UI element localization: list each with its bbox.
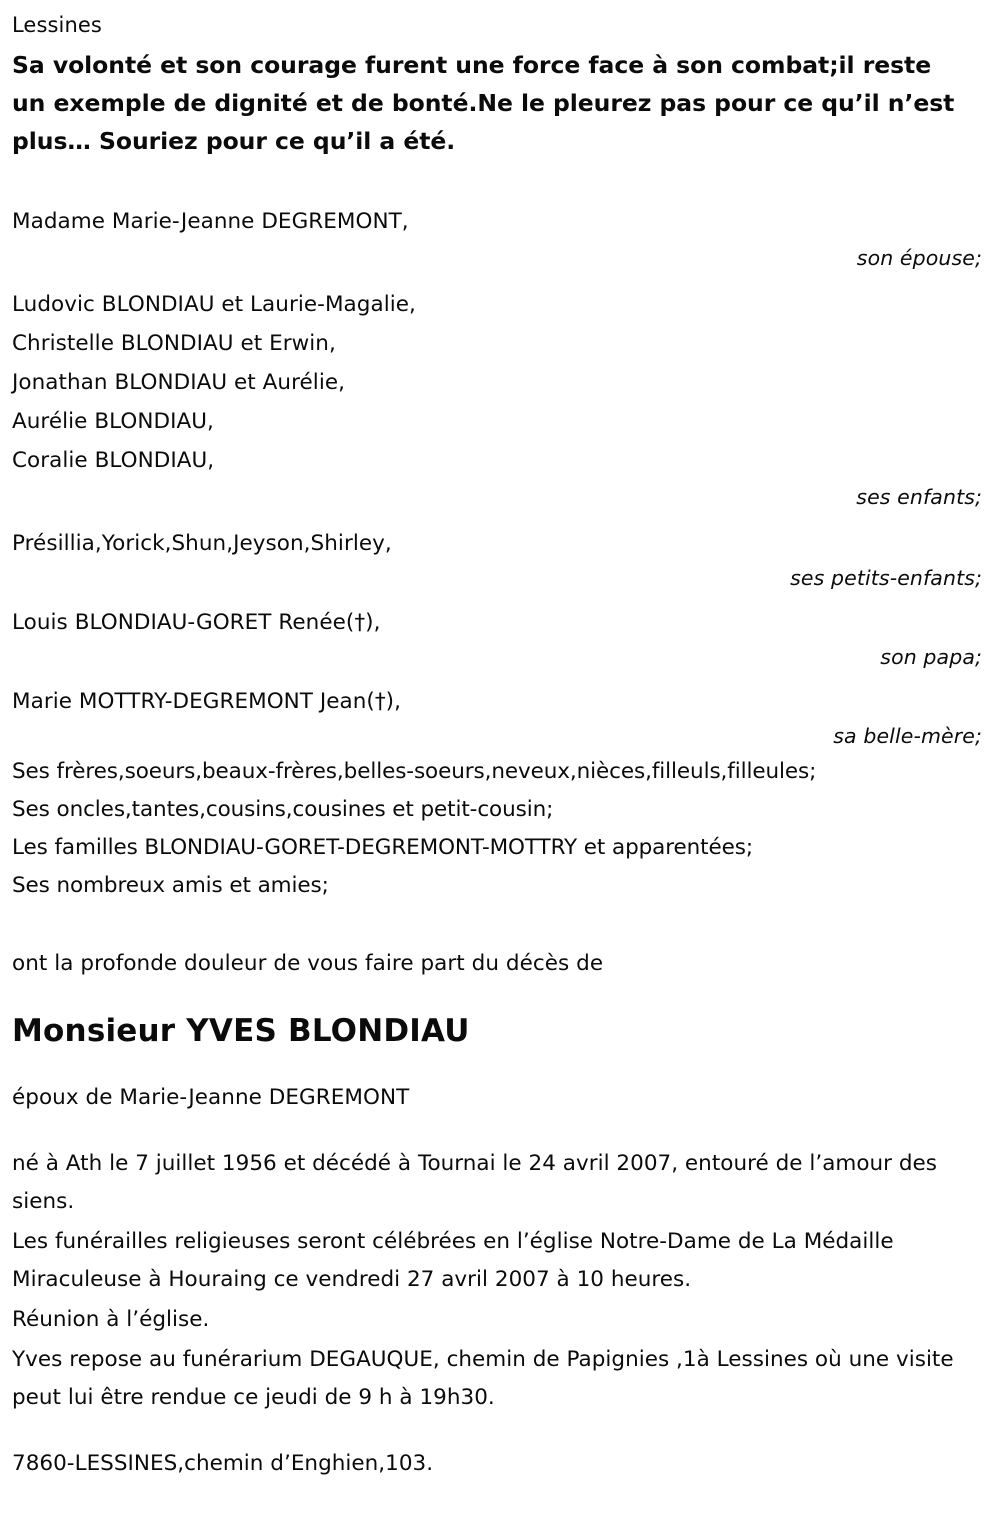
name-line: Christelle BLONDIAU et Erwin, bbox=[12, 331, 336, 356]
spacer bbox=[12, 905, 990, 947]
funeral-service-paragraph: Les funérailles religieuses seront célébrées en l’église Notre-Dame de La Médaille Miraculeuse à Houraing ce vendredi 27 avril 2007 à 10 heures. bbox=[12, 1229, 894, 1292]
spacer bbox=[12, 160, 990, 202]
spacer bbox=[12, 672, 990, 682]
birth-death-paragraph: né à Ath le 7 juillet 1956 et décédé à Tournai le 24 avril 2007, entouré de l’amour des siens. bbox=[12, 1151, 938, 1214]
relation-role-label: sa belle-mère; bbox=[833, 724, 982, 748]
spacer bbox=[12, 1051, 990, 1081]
relation-group-grandchildren bbox=[12, 524, 990, 593]
name-line: Aurélie BLONDIAU, bbox=[12, 409, 214, 434]
relation-group-mother-in-law bbox=[12, 682, 990, 751]
kin-line: Ses oncles,tantes,cousins,cousines et petit-cousin; bbox=[12, 797, 554, 822]
visitation-paragraph: Yves repose au funérarium DEGAUQUE, chemin de Papignies ,1à Lessines où une visite peut lui être rendue ce jeudi de 9 h à 19h30. bbox=[12, 1347, 954, 1410]
name-line: Présillia,Yorick,Shun,Jeyson,Shirley, bbox=[12, 531, 392, 556]
deceased-name: Monsieur YVES BLONDIAU bbox=[12, 1013, 470, 1049]
name-line: Ludovic BLONDIAU et Laurie-Magalie, bbox=[12, 292, 416, 317]
relation-group-children bbox=[12, 285, 990, 514]
spacer bbox=[12, 593, 990, 603]
name-line: Madame Marie-Jeanne DEGREMONT, bbox=[12, 209, 409, 234]
epitaph-text: Sa volonté et son courage furent une force face à son combat;il reste un exemple de dignité et de bonté.Ne le pleurez pas pour ce qu’il n’est plus… Souriez pour ce qu’il a été. bbox=[12, 51, 955, 155]
relation-group-father bbox=[12, 603, 990, 672]
name-line: Jonathan BLONDIAU et Aurélie, bbox=[12, 370, 346, 395]
relation-role-label: son papa; bbox=[880, 645, 982, 669]
name-line: Marie MOTTRY-DEGREMONT Jean(†), bbox=[12, 689, 401, 714]
spacer bbox=[12, 514, 990, 524]
gathering-paragraph: Réunion à l’église. bbox=[12, 1307, 210, 1332]
relation-role-label: ses enfants; bbox=[856, 485, 982, 509]
spacer bbox=[12, 981, 990, 1011]
relation-role-label: ses petits-enfants; bbox=[790, 566, 982, 590]
kin-line: Les familles BLONDIAU-GORET-DEGREMONT-MOTTRY et apparentées; bbox=[12, 835, 753, 860]
announcement-text: ont la profonde douleur de vous faire part du décès de bbox=[12, 951, 604, 976]
kin-line: Ses frères,soeurs,beaux-frères,belles-soeurs,neveux,nièces,filleuls,filleules; bbox=[12, 759, 817, 784]
spacer bbox=[12, 1417, 990, 1447]
extended-kin-list bbox=[12, 753, 990, 905]
spacer bbox=[12, 275, 990, 285]
contact-address: 7860-LESSINES,chemin d’Enghien,103. bbox=[12, 1451, 434, 1476]
kin-line: Ses nombreux amis et amies; bbox=[12, 873, 329, 898]
relation-group-spouse bbox=[12, 202, 990, 275]
city-label: Lessines bbox=[12, 13, 102, 37]
name-line: Coralie BLONDIAU, bbox=[12, 448, 215, 473]
name-line: Louis BLONDIAU-GORET Renée(†), bbox=[12, 610, 381, 635]
spacer bbox=[12, 1115, 990, 1145]
spouse-of-text: époux de Marie-Jeanne DEGREMONT bbox=[12, 1085, 410, 1110]
relation-role-label: son épouse; bbox=[856, 246, 982, 270]
